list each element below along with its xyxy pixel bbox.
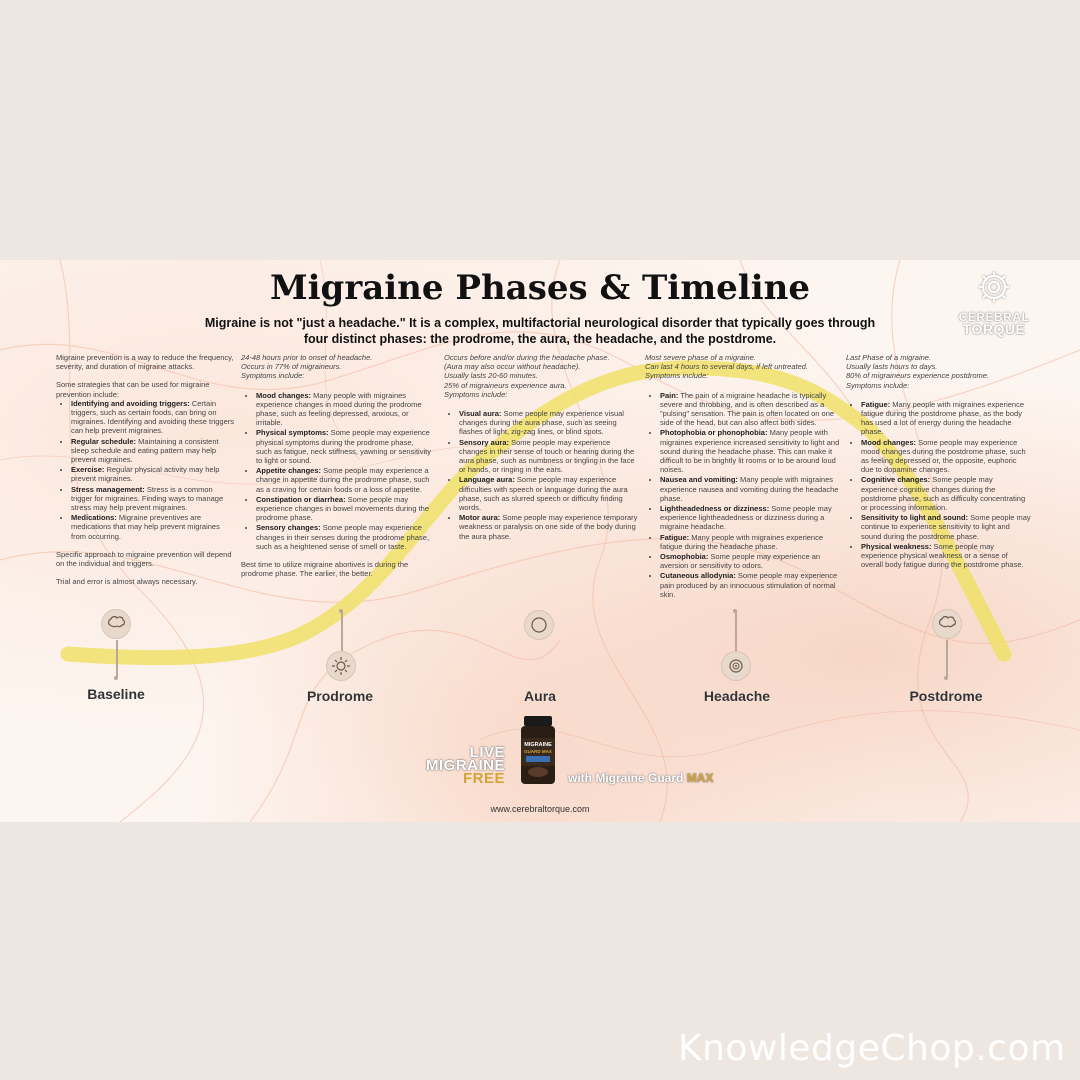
- list-item: • Medications: Migraine preventives are medications that may help prevent migraines from occurring.: [71, 513, 236, 541]
- headache-intro: Most severe phase of a migraine. Can last 4 hours to several days, if left untreated. Symptoms include:: [645, 353, 809, 381]
- list-item: • Sensitivity to light and sound: Some people may continue to experience sensitivity to light and sound during the postdrome phase.: [861, 513, 1031, 541]
- list-item: • Cognitive changes: Some people may experience cognitive changes during the postdrome phase, such as difficulty concentrating or processing information.: [861, 475, 1031, 512]
- list-item: • Stress management: Stress is a common trigger for migraines. Finding ways to manage stress may help prevent migraines.: [71, 485, 236, 513]
- list-item: • Exercise: Regular physical activity may help prevent migraines.: [71, 465, 236, 483]
- list-item: • Physical weakness: Some people may experience physical weakness or a sense of overall body fatigue during the postdrome phase.: [861, 542, 1031, 570]
- list-item: • Pain: The pain of a migraine headache is typically severe and throbbing, and is often described as a "pulsing" sensation. The pain is often located on one side of the head, but can also affect both sides.: [660, 391, 840, 428]
- list-item: • Physical symptoms: Some people may experience physical symptoms during the prodrome phase, such as fatigue, neck stiffness, yawning or sensitivity to light or sound.: [256, 428, 431, 465]
- list-item: • Fatigue: Many people with migraines experience fatigue during the postdrome phase, as the body has used a lot of energy during the headache phase.: [861, 400, 1031, 437]
- list-item: • Mood changes: Many people with migraines experience changes in mood during the prodrome phase, such as feeling depressed, anxious, or irritable.: [256, 391, 431, 428]
- brain-gear-icon: [974, 268, 1014, 306]
- head-pain-icon: [726, 656, 746, 676]
- product-promo: [390, 718, 810, 788]
- website-url[interactable]: www.cerebraltorque.com: [490, 804, 590, 814]
- phase-label-headache: Headache: [703, 688, 771, 704]
- slogan-free: FREE: [462, 770, 505, 787]
- prodrome-marker: [326, 651, 356, 681]
- page-subtitle: Migraine is not "just a headache." It is a complex, multifactorial neurological disorder that typically goes through four distinct phases: the prodrome, the aura, the headache, and the postdrome.: [204, 316, 876, 346]
- postdrome-intro: Last Phase of a migraine. Usually lasts hours to days. 80% of migraineurs experience postdrome. Symptoms include:: [846, 353, 989, 390]
- live-migraine-free-slogan: [390, 746, 505, 785]
- logo-line-1: CEREBRAL: [958, 310, 1030, 324]
- headache-marker: [721, 651, 751, 681]
- list-item: • Photophobia or phonophobia: Many people with migraines experience increased sensitivity to light and sound during the headache phase. This can make it difficult to be in brightly lit rooms or to be around loud noises.: [660, 428, 840, 474]
- brain-icon: [937, 614, 957, 634]
- slogan-live: LIVE: [469, 744, 505, 761]
- infographic-poster: [0, 260, 1080, 822]
- list-item: • Motor aura: Some people may experience temporary weakness or paralysis on one side of the body during the aura phase.: [459, 513, 639, 541]
- postdrome-list: [846, 400, 1031, 570]
- list-item: • Appetite changes: Some people may experience a change in appetite during the prodrome phase, such as a craving for certain foods or a loss of appetite.: [256, 466, 431, 494]
- list-item: • Nausea and vomiting: Many people with migraines experience nausea and vomiting during the headache phase.: [660, 475, 840, 503]
- postdrome-column: [846, 353, 1031, 570]
- list-item: • Osmophobia: Some people may experience an aversion or sensitivity to odors.: [660, 552, 840, 570]
- prodrome-list: [241, 391, 431, 551]
- page-title: Migraine Phases & Timeline: [270, 268, 810, 308]
- logo-line-2: TORQUE: [962, 321, 1026, 337]
- list-item: • Cutaneous allodynia: Some people may experience pain produced by an innocuous stimulation of normal skin.: [660, 571, 840, 599]
- baseline-column: [56, 353, 236, 595]
- watermark: KnowledgeChop.com: [678, 1028, 1066, 1069]
- phase-label-aura: Aura: [524, 688, 556, 704]
- moon-icon: [529, 615, 549, 635]
- phase-label-prodrome: Prodrome: [306, 688, 374, 704]
- brain-icon: [106, 614, 126, 634]
- aura-list: [444, 409, 639, 541]
- baseline-marker: [101, 609, 131, 639]
- product-bottle-image: [518, 716, 558, 786]
- phase-label-baseline: Baseline: [87, 686, 145, 702]
- aura-marker: [524, 610, 554, 640]
- baseline-intro-1: Migraine prevention is a way to reduce the frequency, severity, and duration of migraine attacks.: [56, 353, 234, 372]
- prodrome-outro: Best time to utilize migraine abortives is during the prodrome phase. The earlier, the better.: [241, 560, 409, 579]
- headache-stem: [735, 611, 737, 651]
- baseline-outro-2: Trial and error is almost always necessary.: [56, 577, 198, 587]
- baseline-intro-2: Some strategies that can be used for migraine prevention include:: [56, 380, 210, 399]
- postdrome-dot: [944, 676, 948, 680]
- baseline-outro-1: Specific approach to migraine prevention will depend on the individual and triggers.: [56, 549, 232, 569]
- list-item: • Language aura: Some people may experience difficulties with speech or language during the aura phase, such as slurred speech or difficulty finding words.: [459, 475, 639, 512]
- sun-icon: [331, 656, 351, 676]
- with-migraine-guard-text: with Migraine Guard MAX: [568, 771, 714, 785]
- list-item: • Identifying and avoiding triggers: Certain triggers, such as certain foods, can bring on migraines. Identifying and avoiding these triggers can help prevent migraines.: [71, 399, 236, 436]
- baseline-list: [56, 399, 236, 541]
- headache-column: [645, 353, 840, 600]
- headache-list: [645, 391, 840, 599]
- list-item: • Constipation or diarrhea: Some people may experience changes in bowel movements during the prodrome phase.: [256, 495, 431, 523]
- phase-label-postdrome: Postdrome: [909, 688, 983, 704]
- postdrome-stem: [946, 640, 948, 677]
- postdrome-marker: [932, 609, 962, 639]
- list-item: • Visual aura: Some people may experience visual changes during the aura phase, such as seeing flashes of light, zig-zag lines, or blind spots.: [459, 409, 639, 437]
- svg-text:MIGRAINE: MIGRAINE: [524, 742, 552, 748]
- prodrome-stem: [341, 611, 343, 651]
- cerebral-torque-logo: [955, 268, 1033, 340]
- list-item: • Sensory changes: Some people may experience changes in their senses during the prodrome phase, such as a heightened sense of smell or taste.: [256, 523, 431, 551]
- list-item: • Lightheadedness or dizziness: Some people may experience lightheadedness or dizziness during a migraine headache.: [660, 504, 840, 532]
- list-item: • Sensory aura: Some people may experience changes in their sense of touch or hearing during the aura phase, such as numbness or tingling in the face or hands, or ringing in the ears.: [459, 438, 639, 475]
- baseline-stem: [116, 640, 118, 677]
- svg-text:GUARD MAX: GUARD MAX: [524, 749, 552, 754]
- aura-column: [444, 353, 639, 542]
- baseline-dot: [114, 676, 118, 680]
- list-item: • Regular schedule: Maintaining a consistent sleep schedule and eating pattern may help prevent migraines.: [71, 437, 236, 465]
- prodrome-column: [241, 353, 431, 587]
- slogan-migraine: MIGRAINE: [426, 757, 505, 774]
- prodrome-intro: 24-48 hours prior to onset of headache. Occurs in 77% of migraineurs. Symptoms include:: [241, 353, 373, 381]
- list-item: • Fatigue: Many people with migraines experience fatigue during the headache phase.: [660, 533, 840, 551]
- list-item: • Mood changes: Some people may experience mood changes during the postdrome phase, such as feeling depressed or, the opposite, euphoric due to dopamine changes.: [861, 438, 1031, 475]
- aura-intro: Occurs before and/or during the headache phase. (Aura may also occur without headache). Usually lasts 20-60 minutes. 25% of migraineurs experience aura. Symptoms include:: [444, 353, 610, 399]
